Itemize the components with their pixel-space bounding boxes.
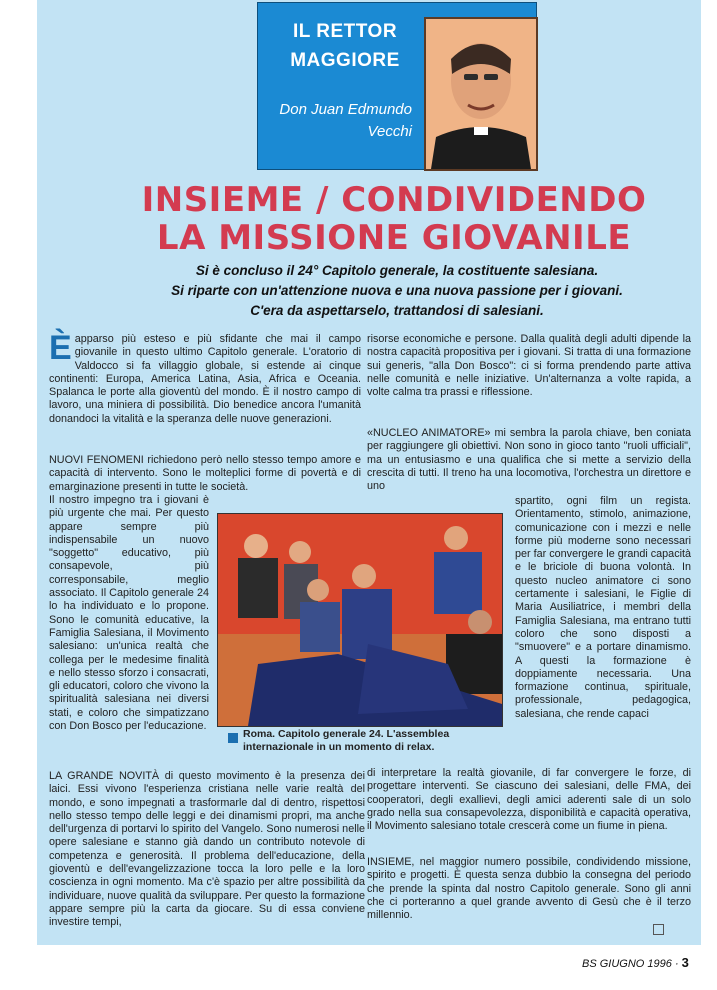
- headline-line2: LA MISSIONE GIOVANILE: [156, 218, 632, 258]
- subtitle-line2: Si riparte con un'attenzione nuova e una nuova passione per i giovani.: [171, 283, 623, 298]
- article-subtitle: [127, 261, 667, 321]
- paragraph-3-lead: LA GRANDE NOVITÀ: [49, 770, 160, 782]
- content-panel: [37, 0, 701, 945]
- footer-publication: BS GIUGNO 1996: [582, 958, 672, 970]
- paragraph-6: di interpretare la realtà giovanile, di far convergere le forze, di progettare interventi. Se ciascuno dei salesiani, delle FMA, dei cooperatori, degli exallievi, degli amici aderenti sale di un solo grado nella sua consapevolezza, disponibilità e capacità operativa, il Movimento salesiano totale crescerà come un fiume in piena.: [367, 767, 691, 833]
- article-end-mark: [653, 924, 664, 935]
- subtitle-line3: C'era da aspettarselo, trattandosi di salesiani.: [250, 303, 544, 318]
- paragraph-2-continued: Il nostro impegno tra i giovani è più urgente che mai. Per questo appare sempre più indispensabile un nuovo "soggetto" educativo, più consapevole, più corresponsabile, meglio associato. Il Capitolo generale 24 lo ha individuato e lo propone. Sono le comunità educative, la Famiglia Salesiana, il Movimento salesiano: un'unica realtà che collega per le medesime finalità e nello stesso sforzo i consacrati, gli educatori, coloro che vivono la spiritualità salesiana nei diversi stati, e coloro che simpatizzano con Don Bosco per l'educazione.: [49, 494, 209, 733]
- page-footer: [582, 955, 692, 970]
- portrait-figure: [426, 19, 536, 169]
- paragraph-1: [49, 329, 361, 426]
- paragraph-3-text: di questo movimento è la presenza dei laici. Essi vivono l'esperienza cristiana nelle varie realtà del mondo, e sono impegnati a trasformarle dal di dentro, rispettosi nello stesso tempo delle leggi e dei dinamismi propri, ma anche dell'urgenza di portarvi lo spirito del Vangelo. Sono numerosi nelle opere salesiane e stanno già dando un contributo notevole di competenza e generosità. Il problema dell'educazione, della gioventù e dell'evangelizzazione tocca la loro pelle e la loro coscienza in ogni momento. Ma c'è spazio per altre possibilità da individuare, nuove qualità da sviluppare. Per questo la formazione appare sempre più la carta da giocare. Su di essa conviene investire tempi,: [49, 770, 366, 929]
- paragraph-2-lead: NUOVI FENOMENI: [49, 454, 144, 466]
- column-title-line1: IL RETTOR: [292, 21, 398, 42]
- footer-separator: ·: [674, 958, 679, 970]
- paragraph-7: [367, 856, 691, 922]
- author-name: [262, 99, 412, 143]
- column-title-line2: MAGGIORE: [290, 50, 400, 71]
- article-photo: [217, 513, 503, 727]
- author-portrait: [424, 17, 538, 171]
- paragraph-4: risorse economiche e persone. Dalla qualità degli adulti dipende la nostra capacità propositiva per i giovani. Si tratta di una formazione sui generis, "alla Don Bosco": ci si forma prendendo parte attiva nelle comunità e nelle iniziative. Un'alternanza a volte rapida, a volte calma tra prassi e riflessione.: [367, 333, 691, 399]
- author-name-line2: Vecchi: [367, 123, 412, 140]
- column-header: [257, 2, 537, 170]
- paragraph-3: [49, 770, 365, 930]
- paragraph-5-continued: spartito, ogni film un regista. Orientamento, stimolo, animazione, comunicazione con i mezzi e nelle forme più moderne sono necessari per far convergere le grandi capacità e le briciole di buona volontà. In questo nucleo animatore ci sono certamente i salesiani, le Figlie di Maria Ausiliatrice, i membri della Famiglia Salesiana, ma entrano tutti coloro che sono disposti a "smuovere" e a portare dinamismo. A questi la formazione è doppiamente necessaria. Una formazione continua, spirituale, professionale, pedagogica, salesiana, che rende capaci: [515, 495, 691, 720]
- paragraph-2: [49, 454, 361, 494]
- headline-line1: INSIEME / CONDIVIDENDO: [141, 180, 647, 220]
- paragraph-1-text: apparso più esteso e più sfidante che mai il campo giovanile in questo ultimo Capitolo generale. L'oratorio di Valdocco si fa villaggio globale, si estende ai cinque continenti: Europa, America Latina, Asia, Africa e Oceania. Spalanca le porte alla gioventù del mondo. È il nostro campo di lavoro, una miniera di possibilità. Dio benedice ancora l'umanità donandoci la vitalità e la speranza delle nuove generazioni.: [49, 333, 361, 425]
- photo-caption: Roma. Capitolo generale 24. L'assemblea internazionale in un momento di relax.: [243, 728, 450, 753]
- paragraph-5: «NUCLEO ANIMATORE» mi sembra la parola chiave, ben coniata per raggiungere gli obiettivi. Non sono in gioco tanto "ruoli ufficiali", ma un entusiasmo e una qualifica che si mette a servizio della crescita di tutti. Il treno ha una locomotiva, l'orchestra un direttore e uno: [367, 427, 691, 493]
- article-headline: [129, 181, 659, 257]
- page-number: 3: [681, 955, 689, 970]
- paragraph-2-text: richiedono però nello stesso tempo amore e capacità di intervento. Sono le molteplici forme di povertà e di emarginazione presenti in tutte le società.: [49, 454, 361, 493]
- drop-cap: È: [49, 329, 72, 367]
- paragraph-7-lead: INSIEME,: [367, 856, 415, 868]
- author-name-line1: Don Juan Edmundo: [279, 101, 412, 118]
- column-title: [270, 17, 420, 75]
- photo-scene: [218, 514, 502, 726]
- subtitle-line1: Si è concluso il 24° Capitolo generale, la costituente salesiana.: [195, 263, 599, 278]
- caption-marker: [228, 733, 238, 743]
- paragraph-7-text: nel maggior numero possibile, condividendo missione, spirito e progetti. È questa senza dubbio la consegna del periodo che prende la spinta dal nostro Capitolo generale. Sono gli anni che ci porteranno a quel grande avvento di Gesù che è il terzo millennio.: [367, 856, 691, 922]
